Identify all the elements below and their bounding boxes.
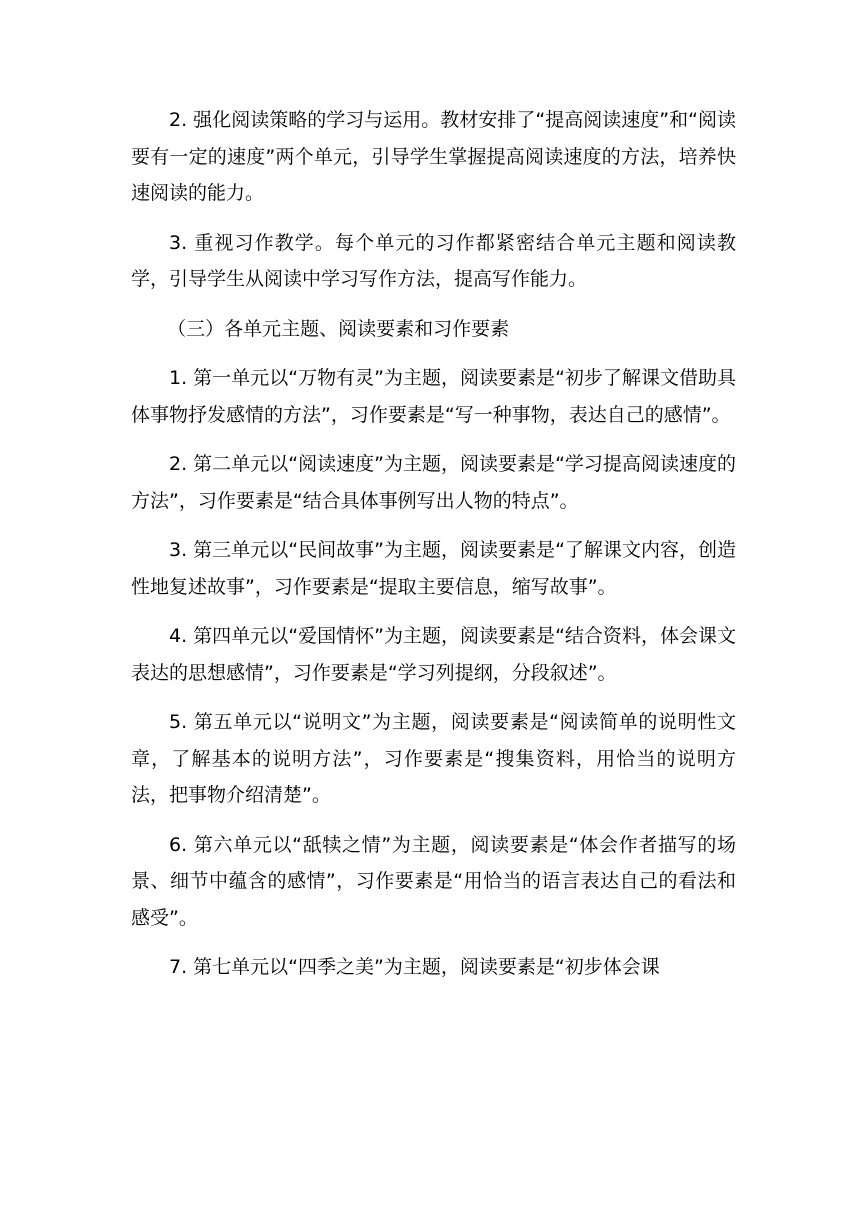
section-heading-unit-themes: （三）各单元主题、阅读要素和习作要素: [167, 317, 510, 340]
paragraph-unit-6: 6. 第六单元以“舐犊之情”为主题，阅读要素是“体会作者描写的场景、细节中蕴含的感情”，习作要素是“用恰当的语言表达自己的看法和感受”。: [131, 833, 736, 929]
paragraph-unit-3: 3. 第三单元以“民间故事”为主题，阅读要素是“了解课文内容，创造性地复述故事”，习作要素是“提取主要信息，缩写故事”。: [131, 539, 736, 598]
document-page: [131, 102, 736, 999]
paragraph-reading-strategy: 2. 强化阅读策略的学习与运用。教材安排了“提高阅读速度”和“阅读要有一定的速度”两个单元，引导学生掌握提高阅读速度的方法，培养快速阅读的能力。: [131, 109, 736, 204]
paragraph-unit-4: 4. 第四单元以“爱国情怀”为主题，阅读要素是“结合资料，体会课文表达的思想感情”，习作要素是“学习列提纲，分段叙述”。: [131, 625, 736, 684]
paragraph-unit-5: 5. 第五单元以“说明文”为主题，阅读要素是“阅读简单的说明性文章，了解基本的说明方法”，习作要素是“搜集资料，用恰当的说明方法，把事物介绍清楚”。: [131, 711, 736, 806]
paragraph-writing-teaching: 3. 重视习作教学。每个单元的习作都紧密结合单元主题和阅读教学，引导学生从阅读中学习写作方法，提高写作能力。: [131, 231, 736, 290]
paragraph-unit-1: 1. 第一单元以“万物有灵”为主题，阅读要素是“初步了解课文借助具体事物抒发感情的方法”，习作要素是“写一种事物，表达自己的感情”。: [131, 367, 736, 426]
paragraph-unit-7: 7. 第七单元以“四季之美”为主题，阅读要素是“初步体会课: [169, 956, 660, 978]
paragraph-unit-2: 2. 第二单元以“阅读速度”为主题，阅读要素是“学习提高阅读速度的方法”，习作要素是“结合具体事例写出人物的特点”。: [131, 453, 736, 512]
